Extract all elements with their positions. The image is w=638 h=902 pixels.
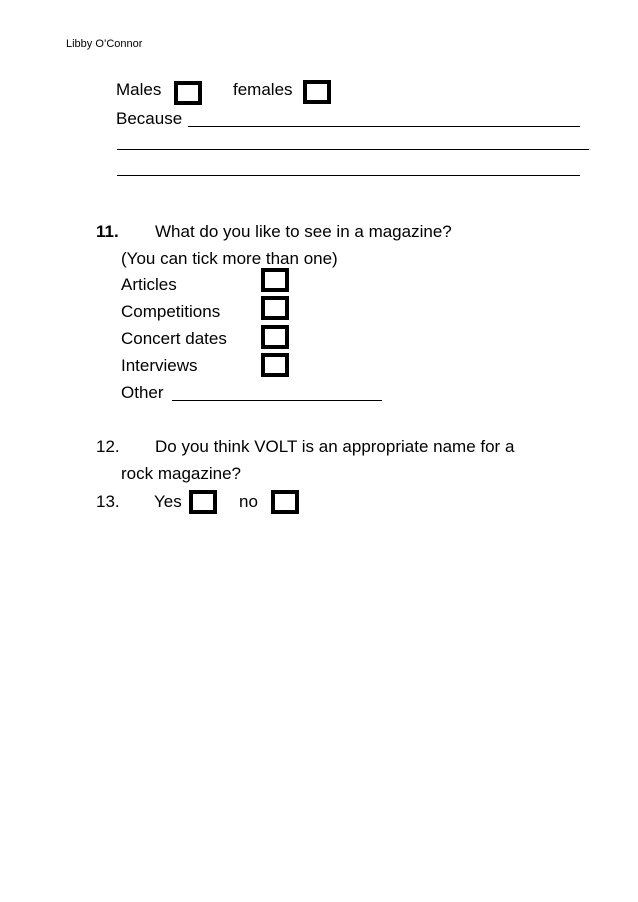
q11-number: 11. <box>96 222 119 241</box>
because-answer-line-2[interactable] <box>117 149 589 150</box>
option-other-answer-line[interactable] <box>172 400 382 401</box>
yes-label: Yes <box>154 492 182 511</box>
females-checkbox[interactable] <box>303 80 331 104</box>
option-articles-checkbox[interactable] <box>261 268 289 292</box>
option-competitions-checkbox[interactable] <box>261 296 289 320</box>
option-concert-dates-checkbox[interactable] <box>261 325 289 349</box>
males-checkbox[interactable] <box>174 81 202 105</box>
option-other-label: Other <box>121 383 164 402</box>
because-answer-line-1[interactable] <box>188 126 580 127</box>
option-concert-dates-label: Concert dates <box>121 329 227 348</box>
q12-question-line-2: rock magazine? <box>121 464 242 483</box>
females-label: females <box>233 80 293 99</box>
option-competitions-label: Competitions <box>121 302 221 321</box>
because-answer-line-3[interactable] <box>117 175 580 176</box>
option-interviews-label: Interviews <box>121 356 198 375</box>
males-label: Males <box>116 80 162 99</box>
q13-number: 13. <box>96 492 120 511</box>
yes-checkbox[interactable] <box>189 490 217 514</box>
q11-question: What do you like to see in a magazine? <box>155 222 452 241</box>
no-label: no <box>239 492 258 511</box>
q11-note: (You can tick more than one) <box>121 249 338 268</box>
page-header-author: Libby O’Connor <box>66 38 143 50</box>
no-checkbox[interactable] <box>271 490 299 514</box>
q12-question-line-1: Do you think VOLT is an appropriate name for a <box>155 437 515 456</box>
option-articles-label: Articles <box>121 275 177 294</box>
q12-number: 12. <box>96 437 120 456</box>
option-interviews-checkbox[interactable] <box>261 353 289 377</box>
because-label: Because <box>116 109 183 128</box>
